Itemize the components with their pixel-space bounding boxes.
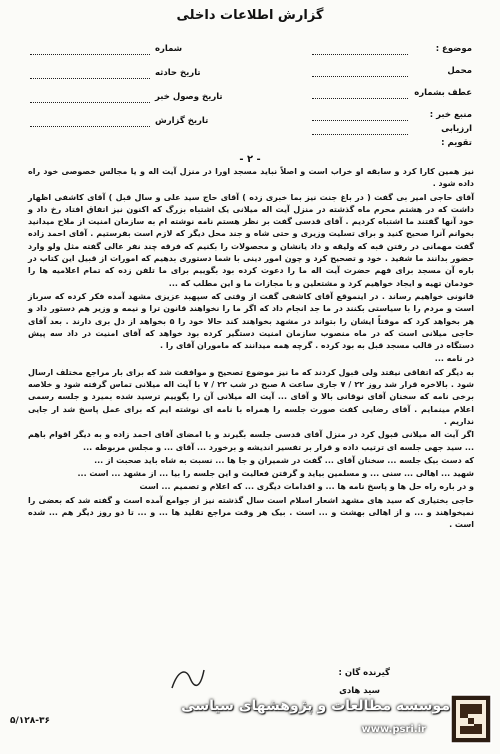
- paragraph: که دست بیک جلسه ... سخنان آقای ... گفت در شمیران و جا ها ... نسبت به شاه باید صحبت از ...: [94, 455, 474, 465]
- number-field-label: شماره: [155, 44, 183, 54]
- subject-field-label: موضوع :: [435, 44, 472, 54]
- paragraph: در نامه ...: [434, 354, 474, 364]
- place-field-line: [312, 75, 408, 77]
- incident-date-field-line: [30, 77, 150, 79]
- source-field-line: [312, 119, 408, 121]
- source-field-label: منبع خبر :: [429, 110, 472, 120]
- subject-field-line: [312, 53, 408, 55]
- handwritten-mark-icon: [168, 664, 208, 694]
- recipients-label: گیرنده گان :: [338, 668, 390, 678]
- reference-field-line: [312, 97, 408, 99]
- paragraph: اگر آیت اله میلانی قبول کرد در منزل آقای قدسی جلسه بگیرند و با امضای آقای احمد زاده و به دیگر اقوام باهم ... سید جهی جلسه ای ترتیب داده و قرار بر تفسیر اندیشه و برخورد ... آقای ... و مجلس مربوطه ...: [28, 430, 474, 452]
- number-field-line: [30, 53, 150, 55]
- report-body: [28, 166, 474, 533]
- evaluation-field-line: [312, 133, 408, 135]
- paragraph: شهید ... اهالی ... سنی ... و مسلمین بیاید و گرفتن فعالیت و این جلسه را بیا ... از مشهد ... است ...: [77, 469, 474, 479]
- report-title: گزارش اطلاعات داخلی: [176, 8, 324, 23]
- closing-paragraph: حاجی بختیاری که سید های مشهد اشعار اسلام است سال گذشته نیز از جوامع آمده است و گفته شد که بعضی را نمیخواهند و ... و از اهالی بهشت و ... است . بیک هر وقت مراجع تقلید ها ... و ... تا دو روز دیگر هم ... شده است .: [28, 495, 474, 530]
- signer-name: سید هادی: [339, 686, 380, 696]
- paragraph: نیز همین کارا کرد و سابقه او خراب است و اصلاً نباید مسجد اورا در منزل آیت اله و یا مجالس خصوصی خود راه داده شود .: [28, 167, 474, 189]
- paragraph: آقای حاجی امیر بی گفت ( در باغ جنت نیز بما خبری زده ) آقای حاج سید علی و سال قبل ) آقای کاشفی اظهار داشت که در هشتم محرم ماه گذشته در منزل آیت اله میلانی یک اشتباه بزرگ که اکنون نیز اتفاق افتاد رخ داد و خود آنها گفتند ما اشتباه کردیم . آقای قدسی گفت بر نظر هستم نامه نوشته ام به سازمان امنیت از ملاح میدانید بخوانم آنرا صحیح کنید و برای تسلیت وزیری و حتی شاه و جند محل دیگر که لازم است بفرستیم . آقای احمد زاده گفت مهمانی در رفتن قبه که ولیقه و داد یانشان و محصولات را بکنیم که فرقه چند نفر عالی گفته مثل ولو وارد حضور بدانند ما شفید . خود و تصحیح کرد و چون امور دینی با شما دستوری بدهیم که امورات از قبیل این کتاب در باره آن مسجد برای فهم حضرت آیت اله ما را دعوت کرده بود بگوییم برای ما تلفن زده که تمام اعلامیه ها را خودمان تهیه و ایجاد خواهیم کرد و مشتعلین و با مجازات ما و این مطلب که ...: [28, 192, 474, 288]
- institute-logo-icon: [450, 694, 492, 744]
- received-date-field-line: [30, 101, 150, 103]
- paragraph: به دیگر که اتفاقی نیفتد ولی قبول کردند که ما نیز موضوع تصحیح و موافقت شد که برای بار مراجع مختلف ارسال شود . بالاخره قرار شد روز ۲۲ / ۷ جاری ساعت ۸ صبح در شب ۲۲ / ۷ با آیت اله میلانی تماس گرفته شود و خلاصه برخی نامه که سخنان آقای نوقانی بالا و آقای ... آیت اله میلانی آن را بگوییم ترسید شده بمیرد و جلسه رسمی اعلام مینمایم . آقای رضایی کفت صورت جلسه را همراه با نامه ای نوشته ایم که برای عمل پاسخ شد ار جایی نداریم .: [28, 367, 474, 426]
- place-field-label: محمل: [447, 66, 472, 76]
- paragraph: و در باره راه حل ها و پاسخ نامه ها ... و اقدامات دیگری ... که اعلام و تصمیم ... است: [139, 482, 474, 492]
- watermark-url: www.psri.ir: [361, 724, 426, 735]
- document-reference-number: ۵/۱۲۸-۳۶: [10, 716, 50, 726]
- report-date-field-line: [30, 125, 150, 127]
- received-date-field-label: تاریخ وصول خبر: [155, 92, 223, 102]
- evaluation-field-label: ارزیابی: [441, 124, 472, 134]
- reference-field-label: عطف بشماره: [414, 88, 472, 98]
- paragraph: قانونی خواهیم رساند . در اینموقع آقای کاشفی گفت از وقتی که سپهبد عزیزی مشهد آمده فکر کرده که سرباز است و مردم را با سیاستی بکنند در ما جد انجام داد که اگر ما را نخواهند قانون ترا و نیمه و وزیر هم دستور داد و هر بخواهد کرد که موقتاً ایشان را بتواند در مشهد بخواهند کند حالا خود را ۵ بخواهد از دل بری دارند . بعد آقای حاجی میلانی است که در ماه منصوب سازمان امنیت دستگیر کرده بود خواهد که آقای امنیت در داد سه پیش دستگاه در قالب مسجد قبل به بود کرده . گرچه همه میدانند که ماموران آقای را .: [28, 291, 474, 351]
- page-number: - ۲ -: [239, 154, 261, 165]
- report-date-field-label: تاریخ گزارش: [155, 116, 209, 126]
- incident-date-field-label: تاریخ حادثه: [155, 68, 201, 78]
- watermark-institute-name: موسسه مطالعات و پژوهشهای سیاسی: [181, 698, 450, 714]
- calendar-field-label: تقویم :: [441, 138, 472, 148]
